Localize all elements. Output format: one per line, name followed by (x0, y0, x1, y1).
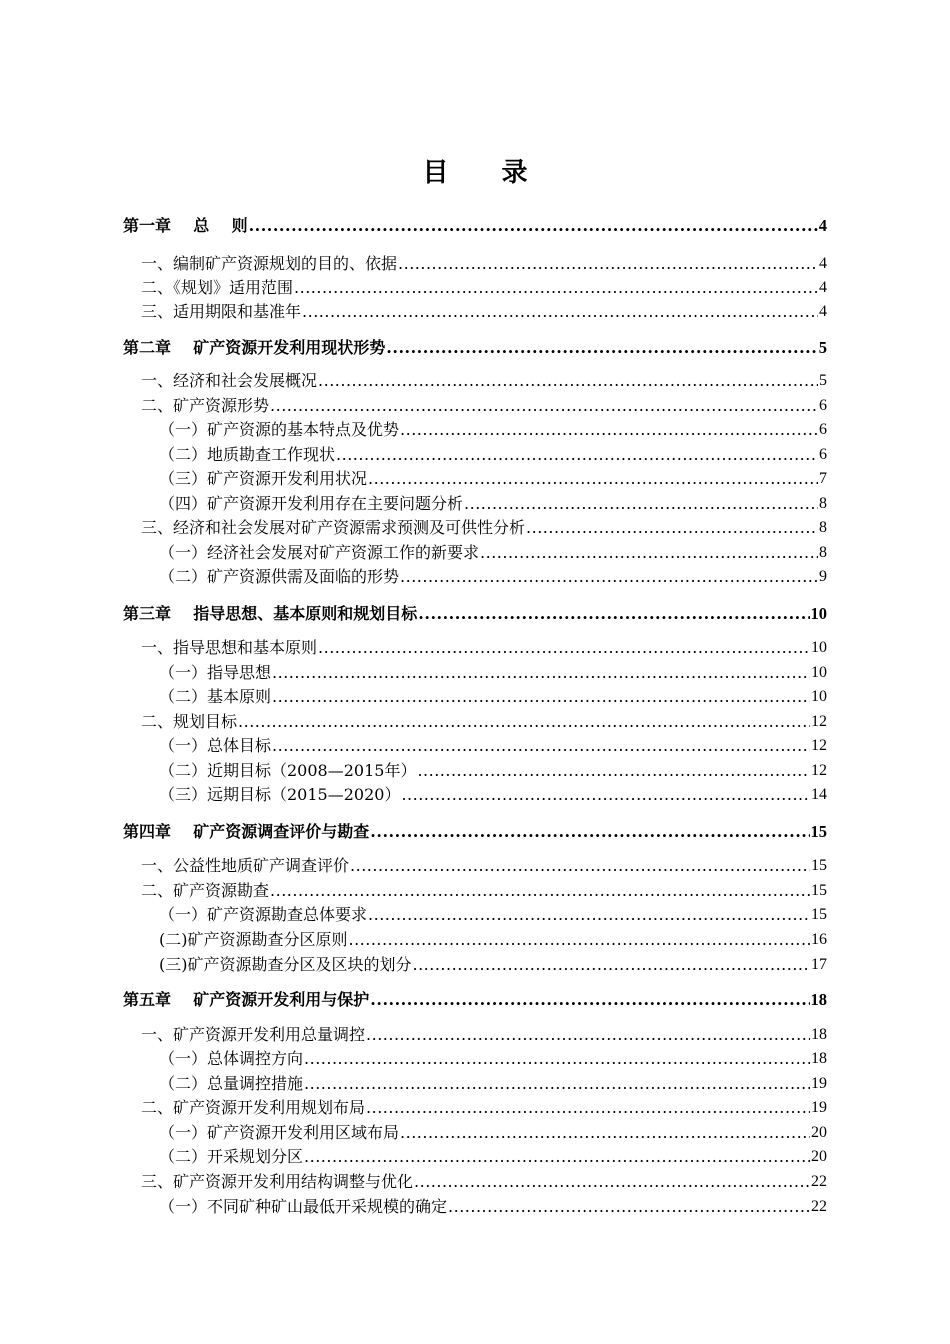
toc-label: （一）矿产资源开发利用区域布局 (159, 1123, 400, 1142)
toc-page-number: 10 (811, 664, 827, 681)
toc-label: 一、经济和社会发展概况 (141, 371, 318, 390)
toc-label: （一）矿产资源的基本特点及优势 (159, 420, 400, 439)
toc-subsection[interactable] (123, 732, 827, 756)
toc-section[interactable] (123, 708, 827, 732)
toc-page-number: 15 (811, 882, 827, 899)
toc-leader (414, 1172, 810, 1192)
toc-label: （三）矿产资源开发利用状况 (159, 469, 368, 488)
toc-page-number: 7 (819, 470, 827, 487)
toc-label: （一）总体目标 (159, 736, 272, 755)
toc-page-number: 8 (819, 519, 827, 536)
toc-leader (401, 785, 810, 805)
toc-subsection[interactable] (123, 539, 827, 563)
toc-page-number: 12 (811, 737, 827, 754)
toc-subsection[interactable] (123, 1070, 827, 1094)
toc-leader (304, 1049, 810, 1069)
toc-leader (270, 396, 818, 416)
toc-section[interactable] (123, 367, 827, 391)
toc-section[interactable] (123, 634, 827, 658)
toc-subsection[interactable] (123, 683, 827, 707)
toc-leader (302, 302, 818, 322)
toc-label: （二）矿产资源供需及面临的形势 (159, 567, 400, 586)
toc-subsection[interactable] (123, 926, 827, 950)
toc-label: 第二章 矿产资源开发利用现状形势 (123, 338, 386, 357)
toc-page-number: 12 (811, 713, 827, 730)
toc-page-number: 10 (811, 688, 827, 705)
toc-label: （二）开采规划分区 (159, 1147, 304, 1166)
toc-leader (366, 1025, 810, 1045)
toc-subsection[interactable] (123, 901, 827, 925)
toc-leader (400, 1123, 810, 1143)
toc-leader (368, 905, 810, 925)
toc-section[interactable] (123, 877, 827, 901)
toc-page-number: 18 (811, 1050, 827, 1067)
toc-label: （一）矿产资源勘查总体要求 (159, 905, 368, 924)
toc-label: 二、矿产资源勘查 (141, 881, 270, 900)
toc-label: 二、矿产资源形势 (141, 396, 270, 415)
toc-label: 第三章 指导思想、基本原则和规划目标 (123, 604, 418, 623)
toc-leader (318, 638, 810, 658)
toc-leader (464, 494, 818, 514)
toc-leader (349, 930, 811, 950)
toc-section[interactable] (123, 250, 827, 274)
toc-leader (238, 712, 810, 732)
toc-leader (336, 445, 818, 465)
toc-page-number: 4 (818, 216, 827, 235)
toc-page-number: 22 (811, 1198, 827, 1215)
toc-chapter-3[interactable] (123, 600, 827, 624)
toc-page-number: 18 (810, 990, 827, 1009)
toc-label: 三、矿产资源开发利用结构调整与优化 (141, 1172, 414, 1191)
toc-label: 二、《规划》适用范围 (141, 278, 294, 297)
toc-page-number: 5 (819, 372, 827, 389)
toc-page-number: 15 (811, 857, 827, 874)
toc-label: 第四章 矿产资源调查评价与勘查 (123, 822, 370, 841)
toc-label: （三）远期目标（2015—2020） (159, 785, 401, 804)
toc-label: 三、经济和社会发展对矿产资源需求预测及可供性分析 (141, 518, 526, 537)
toc-label: 第一章 总 则 (123, 216, 248, 235)
toc-subsection[interactable] (123, 465, 827, 489)
toc-subsection[interactable] (123, 563, 827, 587)
toc-label: （二）基本原则 (159, 687, 272, 706)
toc-label: （一）总体调控方向 (159, 1049, 304, 1068)
toc-subsection[interactable] (123, 1143, 827, 1167)
toc-section[interactable] (123, 298, 827, 322)
toc-page-number: 20 (811, 1124, 827, 1141)
toc-leader (350, 856, 810, 876)
toc-subsection[interactable] (123, 757, 827, 781)
toc-page-number: 17 (811, 956, 827, 973)
toc-subsection[interactable] (123, 951, 827, 975)
toc-chapter-2[interactable] (123, 334, 827, 358)
toc-leader (304, 1147, 810, 1167)
toc-section[interactable] (123, 392, 827, 416)
toc-page-number: 5 (818, 338, 827, 357)
toc-page-number: 6 (819, 421, 827, 438)
toc-chapter-5[interactable] (123, 986, 827, 1010)
toc-leader (370, 990, 809, 1010)
toc-label: 一、指导思想和基本原则 (141, 638, 318, 657)
toc-page-number: 14 (811, 786, 827, 803)
toc-leader (270, 881, 810, 901)
toc-page-number: 4 (819, 279, 827, 296)
toc-label: 一、公益性地质矿产调查评价 (141, 856, 350, 875)
toc-leader (368, 469, 818, 489)
toc-subsection[interactable] (123, 1193, 827, 1217)
toc-page-number: 12 (811, 762, 827, 779)
toc-leader (400, 420, 818, 440)
page-title: 目 录 (422, 158, 550, 188)
toc-label: (三)矿产资源勘查分区及区块的划分 (159, 955, 412, 974)
toc-subsection[interactable] (123, 490, 827, 514)
toc-label: 第五章 矿产资源开发利用与保护 (123, 990, 370, 1009)
toc-leader (386, 338, 817, 358)
toc-page-number: 10 (811, 639, 827, 656)
toc-page-number: 16 (811, 931, 827, 948)
toc-leader (272, 663, 810, 683)
toc-label: 一、编制矿产资源规划的目的、依据 (141, 254, 398, 273)
toc-label: （二）近期目标（2008—2015年） (159, 761, 417, 780)
toc-label: （一）指导思想 (159, 663, 272, 682)
toc-page-number: 6 (819, 397, 827, 414)
toc-label: (二)矿产资源勘查分区原则 (159, 930, 348, 949)
toc-section[interactable] (123, 514, 827, 538)
toc-subsection[interactable] (123, 416, 827, 440)
toc-leader (418, 604, 809, 624)
toc-page-number: 6 (819, 446, 827, 463)
toc-page-number: 9 (819, 568, 827, 585)
toc-page-number: 19 (811, 1075, 827, 1092)
toc-page-number: 8 (819, 544, 827, 561)
toc-section[interactable] (123, 852, 827, 876)
toc-chapter-1[interactable] (123, 212, 827, 236)
toc-label: （二）总量调控措施 (159, 1074, 304, 1093)
toc-label: （四）矿产资源开发利用存在主要问题分析 (159, 494, 464, 513)
toc-page-number: 15 (810, 822, 827, 841)
toc-leader (318, 371, 818, 391)
toc-page-number: 4 (819, 255, 827, 272)
toc-leader (272, 687, 810, 707)
toc-subsection[interactable] (123, 781, 827, 805)
toc-label: 二、规划目标 (141, 712, 238, 731)
toc-label: 二、矿产资源开发利用规划布局 (141, 1098, 366, 1117)
toc-page-number: 22 (811, 1173, 827, 1190)
toc-subsection[interactable] (123, 1045, 827, 1069)
toc-leader (304, 1074, 810, 1094)
toc-label: （一）不同矿种矿山最低开采规模的确定 (159, 1197, 448, 1216)
toc-leader (249, 216, 818, 236)
toc-page-number: 19 (811, 1099, 827, 1116)
toc-page-number: 15 (811, 906, 827, 923)
toc-page-number: 4 (819, 303, 827, 320)
toc-section[interactable] (123, 1168, 827, 1192)
toc-leader (413, 955, 811, 975)
toc-chapter-4[interactable] (123, 818, 827, 842)
toc-leader (294, 278, 818, 298)
toc-page-number: 18 (811, 1026, 827, 1043)
toc-label: （二）地质勘查工作现状 (159, 445, 336, 464)
toc-subsection[interactable] (123, 659, 827, 683)
toc-page-number: 20 (811, 1148, 827, 1165)
toc-section[interactable] (123, 1021, 827, 1045)
toc-section[interactable] (123, 1094, 827, 1118)
toc-leader (480, 543, 818, 563)
toc-page-number: 8 (819, 495, 827, 512)
toc-leader (272, 736, 810, 756)
toc-leader (370, 822, 809, 842)
toc-leader (417, 761, 810, 781)
toc-leader (366, 1098, 810, 1118)
toc-page-number: 10 (810, 604, 827, 623)
toc-label: 一、矿产资源开发利用总量调控 (141, 1025, 366, 1044)
toc-subsection[interactable] (123, 1119, 827, 1143)
toc-leader (448, 1197, 810, 1217)
toc-leader (398, 254, 818, 274)
toc-subsection[interactable] (123, 441, 827, 465)
toc-leader (526, 518, 818, 538)
toc-leader (400, 567, 818, 587)
toc-label: （一）经济社会发展对矿产资源工作的新要求 (159, 543, 480, 562)
toc-label: 三、适用期限和基准年 (141, 302, 302, 321)
toc-section[interactable] (123, 274, 827, 298)
